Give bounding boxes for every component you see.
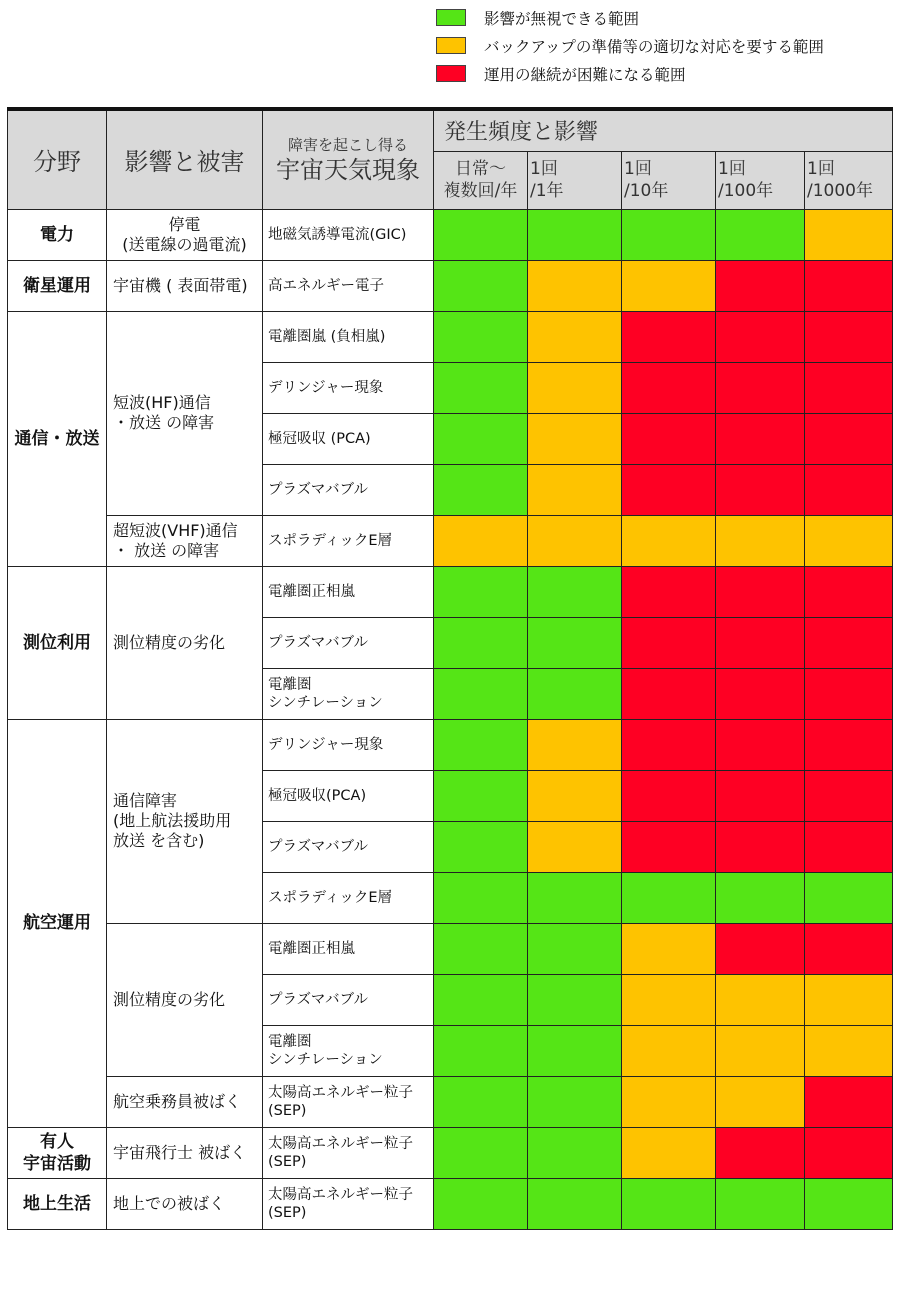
level-cell [622, 260, 716, 311]
table-row [8, 923, 893, 974]
header-frequency-column: 1回 /10年 [622, 151, 716, 209]
table-header [8, 109, 893, 209]
level-cell [434, 260, 528, 311]
phenomenon-cell: デリンジャー現象 [263, 719, 434, 770]
table-row [8, 311, 893, 362]
impact-cell: 測位精度の劣化 [107, 566, 263, 719]
impact-cell: 停電 (送電線の過電流) [107, 209, 263, 260]
level-cell [805, 770, 893, 821]
level-cell [434, 362, 528, 413]
phenomenon-cell: 極冠吸収 (PCA) [263, 413, 434, 464]
level-cell [805, 923, 893, 974]
level-cell [434, 1076, 528, 1127]
level-cell [528, 566, 622, 617]
level-cell [716, 872, 805, 923]
level-cell [716, 668, 805, 719]
impact-cell: 短波(HF)通信 ・放送 の障害 [107, 311, 263, 515]
impact-cell: 地上での被ばく [107, 1178, 263, 1229]
level-cell [528, 260, 622, 311]
phenomenon-cell: 電離圏正相嵐 [263, 566, 434, 617]
level-cell [528, 872, 622, 923]
level-cell [805, 260, 893, 311]
level-cell [434, 668, 528, 719]
level-cell [622, 515, 716, 566]
level-cell [805, 668, 893, 719]
phenomenon-cell: 電離圏正相嵐 [263, 923, 434, 974]
phenomenon-cell: スポラディックE層 [263, 515, 434, 566]
level-cell [622, 821, 716, 872]
level-cell [805, 209, 893, 260]
level-cell [716, 464, 805, 515]
level-cell [716, 413, 805, 464]
level-cell [622, 311, 716, 362]
phenomenon-cell: 地磁気誘導電流(GIC) [263, 209, 434, 260]
impact-cell: 超短波(VHF)通信 ・ 放送 の障害 [107, 515, 263, 566]
header-phenomenon [263, 109, 434, 209]
field-cell: 地上生活 [8, 1178, 107, 1229]
level-cell [528, 821, 622, 872]
level-cell [528, 311, 622, 362]
level-cell [716, 311, 805, 362]
level-cell [805, 1127, 893, 1178]
field-cell: 通信・放送 [8, 311, 107, 566]
impact-cell: 宇宙飛行士 被ばく [107, 1127, 263, 1178]
level-cell [805, 311, 893, 362]
level-cell [805, 1178, 893, 1229]
header-phenomenon-small: 障害を起こし得る [287, 135, 408, 154]
level-cell [434, 464, 528, 515]
header-frequency-column: 日常～ 複数回/年 [434, 151, 528, 209]
level-cell [528, 1127, 622, 1178]
impact-cell: 航空乗務員被ばく [107, 1076, 263, 1127]
level-cell [434, 1127, 528, 1178]
level-cell [528, 617, 622, 668]
level-cell [716, 515, 805, 566]
level-cell [622, 413, 716, 464]
legend-label: 影響が無視できる範囲 [484, 10, 640, 28]
level-cell [622, 974, 716, 1025]
level-cell [528, 974, 622, 1025]
impact-cell: 通信障害 (地上航法援助用 放送 を含む) [107, 719, 263, 923]
level-cell [805, 617, 893, 668]
level-cell [716, 209, 805, 260]
phenomenon-cell: プラズマバブル [263, 821, 434, 872]
phenomenon-cell: 電離圏 シンチレーション [263, 668, 434, 719]
level-cell [622, 668, 716, 719]
table-row [8, 566, 893, 617]
level-cell [434, 923, 528, 974]
table-row [8, 1127, 893, 1178]
level-cell [528, 770, 622, 821]
header-impact: 影響と被害 [107, 109, 263, 209]
phenomenon-cell: 太陽高エネルギー粒子 (SEP) [263, 1127, 434, 1178]
level-cell [434, 413, 528, 464]
legend-label: 運用の継続が困難になる範囲 [484, 66, 686, 84]
level-cell [622, 1076, 716, 1127]
field-cell: 電力 [8, 209, 107, 260]
table-row [8, 260, 893, 311]
level-cell [622, 1025, 716, 1076]
level-cell [622, 566, 716, 617]
level-cell [805, 515, 893, 566]
level-cell [716, 617, 805, 668]
level-cell [716, 770, 805, 821]
level-cell [622, 923, 716, 974]
table-row [8, 719, 893, 770]
header-frequency-column: 1回 /1年 [528, 151, 622, 209]
level-cell [622, 362, 716, 413]
level-cell [528, 1076, 622, 1127]
phenomenon-cell: スポラディックE層 [263, 872, 434, 923]
level-cell [434, 770, 528, 821]
level-cell [716, 974, 805, 1025]
level-cell [434, 719, 528, 770]
legend-swatch-yellow [436, 37, 466, 54]
phenomenon-cell: 太陽高エネルギー粒子 (SEP) [263, 1178, 434, 1229]
level-cell [622, 872, 716, 923]
level-cell [528, 209, 622, 260]
level-cell [528, 719, 622, 770]
level-cell [434, 821, 528, 872]
header-frequency-column: 1回 /100年 [716, 151, 805, 209]
level-cell [528, 413, 622, 464]
field-cell: 有人 宇宙活動 [8, 1127, 107, 1178]
impact-table [7, 107, 892, 1230]
phenomenon-cell: プラズマバブル [263, 974, 434, 1025]
level-cell [716, 566, 805, 617]
level-cell [716, 362, 805, 413]
phenomenon-cell: 電離圏 シンチレーション [263, 1025, 434, 1076]
level-cell [528, 464, 622, 515]
level-cell [622, 770, 716, 821]
level-cell [622, 209, 716, 260]
table-row [8, 515, 893, 566]
level-cell [434, 566, 528, 617]
legend-swatch-red [436, 65, 466, 82]
level-cell [805, 974, 893, 1025]
level-cell [716, 923, 805, 974]
header-phenomenon-big: 宇宙天気現象 [276, 155, 420, 184]
field-cell: 航空運用 [8, 719, 107, 1127]
level-cell [805, 1076, 893, 1127]
level-cell [805, 413, 893, 464]
level-cell [528, 362, 622, 413]
level-cell [716, 821, 805, 872]
level-cell [434, 1025, 528, 1076]
level-cell [434, 872, 528, 923]
level-cell [805, 566, 893, 617]
level-cell [528, 668, 622, 719]
level-cell [805, 1025, 893, 1076]
level-cell [805, 872, 893, 923]
level-cell [434, 617, 528, 668]
level-cell [434, 209, 528, 260]
table-row [8, 209, 893, 260]
impact-cell: 測位精度の劣化 [107, 923, 263, 1076]
phenomenon-cell: 太陽高エネルギー粒子 (SEP) [263, 1076, 434, 1127]
level-cell [434, 974, 528, 1025]
legend-label: バックアップの準備等の適切な対応を要する範囲 [484, 38, 824, 56]
table-body [8, 209, 893, 1229]
level-cell [716, 1127, 805, 1178]
level-cell [622, 719, 716, 770]
level-cell [716, 719, 805, 770]
phenomenon-cell: 極冠吸収(PCA) [263, 770, 434, 821]
level-cell [434, 1178, 528, 1229]
phenomenon-cell: 電離圏嵐 (負相嵐) [263, 311, 434, 362]
phenomenon-cell: プラズマバブル [263, 464, 434, 515]
level-cell [805, 719, 893, 770]
level-cell [528, 1178, 622, 1229]
level-cell [716, 1025, 805, 1076]
phenomenon-cell: デリンジャー現象 [263, 362, 434, 413]
level-cell [716, 260, 805, 311]
field-cell: 衛星運用 [8, 260, 107, 311]
level-cell [528, 1025, 622, 1076]
level-cell [805, 464, 893, 515]
phenomenon-cell: プラズマバブル [263, 617, 434, 668]
level-cell [622, 617, 716, 668]
level-cell [622, 464, 716, 515]
level-cell [716, 1076, 805, 1127]
level-cell [622, 1127, 716, 1178]
legend-swatch-green [436, 9, 466, 26]
level-cell [528, 923, 622, 974]
level-cell [434, 515, 528, 566]
level-cell [528, 515, 622, 566]
table-row [8, 1178, 893, 1229]
header-frequency: 発生頻度と影響 [434, 109, 893, 151]
header-frequency-column: 1回 /1000年 [805, 151, 893, 209]
level-cell [716, 1178, 805, 1229]
phenomenon-cell: 高エネルギー電子 [263, 260, 434, 311]
level-cell [805, 362, 893, 413]
level-cell [434, 311, 528, 362]
field-cell: 測位利用 [8, 566, 107, 719]
level-cell [622, 1178, 716, 1229]
impact-cell: 宇宙機 ( 表面帯電) [107, 260, 263, 311]
level-cell [805, 821, 893, 872]
header-field: 分野 [8, 109, 107, 209]
table-row [8, 1076, 893, 1127]
